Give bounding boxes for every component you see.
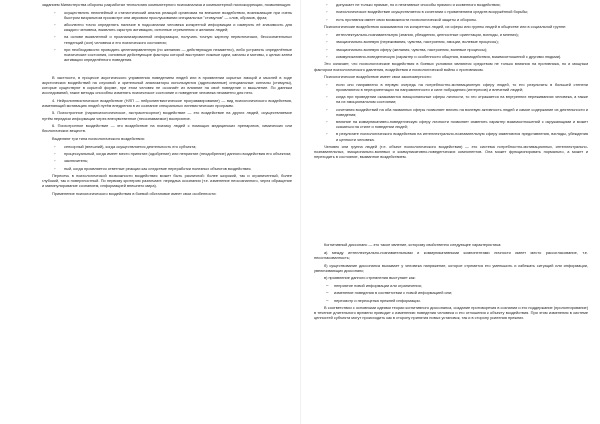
list-item: ◦ при необходимости проводить целенаправленную (по желанию — действующую незаметно), либо устранять определённые психические состояния, основные действующие факторы которой выступают ложные идеи, каналы и мотивы, с целью затем активации определённого поведения. [64,47,292,62]
item-6-paragraph: 6. Психотропное воздействие — это воздействие на психику людей с помощью медицинских препаратов, химических или биологических веществ. [42,123,292,134]
laws-list [314,82,588,142]
body-paragraph: Применение психологического воздействия в боевой обстановке имеет свои особенности: [52,191,217,197]
list-item: – неприятие новой информации или ограничения; [334,283,588,288]
list-item: ◦ сочетания воздействий на оба названных сферы позволяет влиять на волевую активность людей и самое содержание их деятельности и поведения; [336,107,588,117]
body-paragraph: В соответствии с основными идеями теории когнитивного диссонанса, создание противоречия в сознании и его поддержание (пролонгирование) в течение длительного времени приводит к изменению поведения человека и его отношения к объекту воздействия. При этом изменения в системе ценностей субъекта могут происходить как в сторону принятия новых установок, так и в сторону усиления прежних. [314,305,588,321]
dash-list [314,283,588,303]
laws-heading: Психологическое воздействие имеет свои закономерности: [324,74,432,80]
item-4-paragraph: 4. Нейролингвистическое воздействие (НЛП — нейролингвистическое программирование) — вид психологического воздействия, изменяющий мотивацию людей путём внедрения в их сознание специальных лингвистических программ. [42,97,292,108]
list-item: ◦ есть противник имеет свои возможности психологической защиты и обороны. [336,17,588,22]
list-item: ◦ осуществлять нелинейный и статистический анализ реакций организма на внешние воздействия, возникающие при очень быстром визуальном просмотре или звуковом прослушивании специальных "стимулов" — слов, образов, фраз; [64,10,292,20]
body-paragraph: В частности, в процессе акустического управления поведением людей или в проявлении скрытых эмоций и мыслей в ходе акустических воздействий на слуховой и зрительный анализаторы используются (адресованные) специальные сигналы (стимулы), которые существуют в скрытой форме, при этом человек не осознаёт их влияние на своё поведение и мышление. По данным исследований, такие методы способны изменять психическое состояние и поведение человека незаметно для него. [42,74,292,95]
list-item: – пересмотр и переоценка прежней информации. [334,298,588,303]
body-paragraph: Пересечь в психологической возможности воздействия может быть различной: более широкий, так и ограниченный, более глубокий, так и поверхностный. По первому критерию различают: передача осознания (т.е. изменение неосознанного, через обращение и манипулирование сознанием, информацией внешнего мира). [42,173,292,189]
body-paragraph: Когнитивный диссонанс — это такое явление, которому свойственно следующее характеристика: [324,242,502,248]
body-paragraph: Психологические воздействия оказываются на конкретных людей, их сферы или группы людей в обществе или в социальной группе: [324,24,567,30]
list-item: ◦ если оно направлено в первую очередь на потребностно-мотивационную сферу людей, то его результаты в большей степени проявляются в переориентации на направленности и силе побуждения (интересов) и влечений людей; [336,82,588,92]
list-item: ◦ сенсорный (внешний), когда осуществляется деятельность его субъекта; [64,144,292,149]
item-5-paragraph: 5. Психотронное (парапсихологическое, экстрасенсорное) воздействие — это воздействие на других людей, осуществляемое путём передачи информации через внечувственное (несознаваемое) восприятие. [42,110,292,121]
list-item: ◦ на основе выявленной и проанализированной информации, получать точную картину нервотических, бессознательных тенденций (сил) человека и его психического состояния; [64,34,292,44]
list-item: ◦ эмоционально-волевую сферу (желания, чувства, настроения, волевые процессы); [336,47,588,52]
intro-paragraph: заданием Министерства обороны разработал технологию компьютерного психоанализа и компьютерной психокоррекции, позволяющую: [42,2,292,7]
body-paragraph: Это означает, что психологические воздействия в боевых условиях являются средством не только влияния на противника, но и мощным фактором психологического давления, воздействия и психологической войны с противником. [314,61,588,72]
list-item: ◦ процессуальный, когда имеет место принятие (одобрение) или неприятие (неодобрение) данного воздействия его объектом; [64,151,292,156]
capabilities-list [42,10,292,62]
list-item: ◦ психологическое воздействие осуществляется в сочетании с применением средств вооружённой борьбы; [336,9,588,14]
body-paragraph: в) проявление данного стремления выступает как: [324,275,416,281]
types-heading: Выделяют три типа психологического воздействия: [52,136,145,141]
list-item: ◦ интеллектуально-познавательную (знания, убеждения, ценностные ориентации, взгляды, и мнения); [336,32,588,37]
top-list [314,2,588,22]
list-item: ◦ эмоционально-волевую (переживания, чувства, настроения, эмоции, волевые процессы); [336,39,588,44]
body-paragraph: а) между интеллектуально-познавательными и коммуникативными компонентами личности имеет место рассогласование, т.е. несогласованность; [314,249,588,260]
list-item: ◦ в результате психологического воздействия на интеллектуально-познавательную сферу изменяются представления, взгляды, убеждения и ценности человека. [336,131,588,141]
list-item: – изменение поведения в соответствии с новой информацией или; [334,290,588,295]
spheres-list [314,32,588,59]
list-item: ◦ заключитель; [64,158,292,163]
list-item: ◦ коммуникативно-поведенческую (характер и особенности общения, взаимодействия, взаимоотношений с другими людьми). [336,54,588,59]
document-page-right [300,0,600,424]
list-item: ◦ ный, когда проявляется ответные реакции как следствие переработки полезных объектов воздействия. [64,166,292,171]
types-list [42,144,292,171]
list-item: ◦ когда при проведении оказываются эмоциональные сферы личности, то это отражается на внутренних переживаниях человека, а также на их эмоциональном состоянии; [336,94,588,104]
list-item: ◦ влияние на коммуникативно-поведенческую сферу личности позволяет изменять характер взаимоотношений с окружающими и может сказаться на стиле и поведении людей; [336,119,588,129]
body-paragraph: Человек или группа людей (т.е. объект психологического воздействия) — это система потребностно-мотивационных, интеллектуально-познавательных, эмоционально-волевых и коммуникативно-поведенческих компонентов. Она может функционировать нормально, а может и переходить в состояние, вызванное воздействием. [314,144,588,160]
body-paragraph: б) существование диссонанса вызывает у человека напряжение, которое стремится его уменьшить и избежать ситуаций или информации, увеличивающих диссонанс; [314,262,588,273]
list-item: ◦ абсолютно точно определять наличие в подсознании человека конкретной информации и измерять её значимость для каждого человека, выявлять скрытую активацию, истинные стремления и желания людей; [64,22,292,32]
list-item: ◦ допускает не только прямые, но и негативные способы прямого и косвенного воздействия; [336,2,588,7]
